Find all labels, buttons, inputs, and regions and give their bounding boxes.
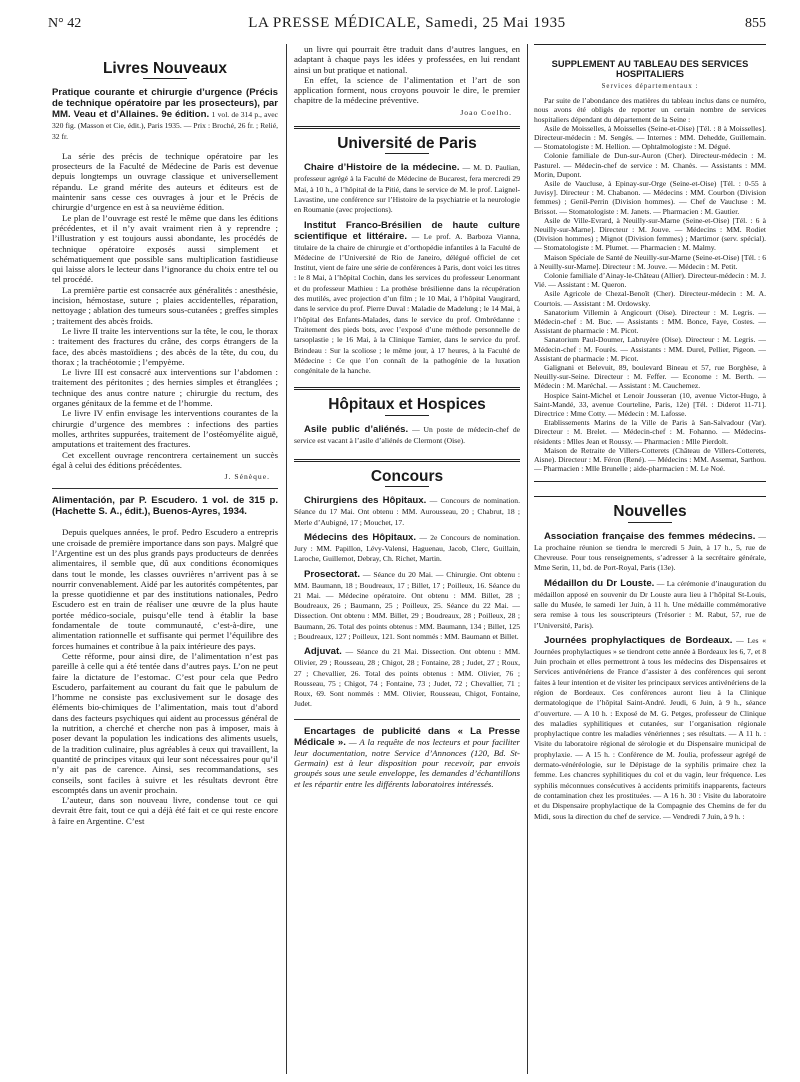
paragraph: Asile Agricole de Chezal-Benoît (Cher). Directeur-médecin : M. A. Courtois. — Assistant : M. Ordowsky. — [534, 289, 766, 308]
notice-text: — La prochaine réunion se tiendra le mercredi 5 Juin, à 17 h., 5, rue de Chevreuse. Pour tous renseignements, s’adresser à la secrétaire générale, Mme Serin, 11, bd. de Port-Royal, Paris (13e). — [534, 531, 766, 573]
notice-text: — Séance du 21 Mai. Dissection. Ont obtenu : MM. Olivier, 29 ; Rousseau, 28 ; Chigot, 28 ; Fontaine, 28 ; Judet, 27 ; Roux, 27 ; Chevallier, 26. Total des points obtenus : MM. Olivier, 76 ; Rousseau, 75 ; Chigot, 74 ; Fontaine, 73 ; Judet, 72 ; Chevallier, 71 ; Roux, 69. Sont nommés : MM. Olivier, Rousseau, Chigot, Fontaine, Judet. — [294, 647, 520, 709]
notice-text: — M. D. Paulian, professeur agrégé à la Faculté de Médecine de Bucarest, fera mercredi 29 Mai, à 10 h., à l’hôpital de la Pitié, dans le service de M. le prof. Laignel-Lavastine, une conférence sur l’Histoire de la psychiatrie et la neurologie en Roumanie (avec projections). — [294, 163, 520, 215]
notice-heading: Médaillon du Dr Louste. — [544, 577, 655, 589]
divider — [294, 719, 520, 720]
paragraph: Hospice Saint-Michel et Lenoir Jousseran (10, avenue Victor-Hugo, à Saint-Mandé, 33, avenue Courteline, Paris, 12e) [Tél. : Diderot 11-71]. Directrice : Mme Cotty. — Médecin : M. Lafosse. — [534, 390, 766, 419]
notice-heading: Association française des femmes médecins. — [544, 530, 756, 542]
notice-item — [534, 578, 766, 630]
notice-heading: Asile public d’aliénés. — [304, 423, 409, 435]
supplement-box — [534, 44, 766, 482]
notice-heading: Journées prophylactiques de Bordeaux. — [544, 634, 733, 646]
continued-text — [294, 44, 520, 106]
encart-notice — [294, 726, 520, 789]
notice-heading: Chaire d’Histoire de la médecine. — [304, 162, 460, 174]
paragraph: Maison de Retraite de Villers-Cotterets (Château de Villers-Cotterets, Aisne). Directeur : M. Féron (René). — Médecins : MM. Assemat, Sarthou. — Pharmacien : Mlle Brunelle ; aide-pharmacien : M. Le Noé. — [534, 445, 766, 474]
notice-heading: Chirurgiens des Hôpitaux. — [304, 495, 427, 507]
paragraph: L’auteur, dans son nouveau livre, condense tout ce qui devrait être fait, tout ce qui a déjà été fait et ce qui reste encore à faire en Argentine. C’est — [52, 795, 278, 826]
paragraph: Le livre II traite les interventions sur la tête, le cou, le thorax : traitement des fractures du crâne, des corps étrangers de la face, des abcès mastoïdiens ; des abcès de la tête, du cou, du thorax ; la trachéotomie ; l’empyème. — [52, 325, 278, 367]
supplement-body — [534, 96, 766, 473]
notice-item — [294, 424, 520, 445]
divider — [52, 488, 278, 489]
page-number: 855 — [745, 16, 766, 31]
notice-text: — Un poste de médecin-chef de service est vacant à l’asile d’aliénés de Clermont (Oise). — [294, 424, 520, 445]
notice-item — [294, 162, 520, 214]
book-review-body — [52, 151, 278, 470]
notice-heading: Prosectorat. — [304, 568, 360, 580]
book-details: 1 vol. de 314 p., avec 320 fig. (Masson et Cie, édit.), Paris 1935. — Prix : Broché, 26 fr. ; Relié, 32 fr. — [52, 110, 278, 141]
title-underline — [385, 486, 429, 487]
paragraph: En effet, la science de l’alimentation et l’art de son application forment, nous croyons pouvoir le dire, le premier chapitre de la médecine préventive. — [294, 74, 520, 106]
notice-item — [294, 532, 520, 564]
paragraph: Galignani et Belevuit, 89, boulevard Bineau et 57, rue Borghèse, à Neuilly-sur-Seine. Directeur : M. Feffer. — Econome : M. Berth. — Médecin : M. Maréchal. — Assistant : M. Cauchemez. — [534, 363, 766, 391]
book-review — [52, 495, 278, 517]
notice-heading: Adjuvat. — [304, 646, 342, 658]
paragraph: un livre qui pourrait être traduit dans d’autres langues, en adaptant à chaque pays les idées y professées, en lui rendant ainsi un but pratique et national. — [294, 44, 520, 75]
book-title: Alimentación, par P. Escudero. 1 vol. de 315 p. (Hachette S. A., édit.), Buenos-Ayres, 1934. — [52, 495, 278, 518]
column-divider — [286, 44, 287, 1074]
news-items — [534, 531, 766, 821]
review-signature: J. Sénèque. — [224, 472, 270, 482]
notice-text: — 2e Concours de nomination. Jury : MM. Papillon, Lévy-Valensi, Haguenau, Jacob, Clerc, Guillain, Laroche, Guillemot, Debray, Ch. Richet, Martin. — [294, 532, 520, 564]
notice-text: — Les « Journées prophylactiques » se tiendront cette année à Bordeaux les 6, 7, et 8 Juin prochain et elles permettront à tous les médecins des Dispensaires et Services antivénériens de France d’assister à des conférences qui seront faites à leur intention et de visiter les principaux services antivénériens de la région de Bordeaux. Ces conférences auront lieu à la Clinique dermatologique de l’hôpital Saint-André. Jeudi, 6 Juin, à 9 h., séance d’ouverture. — A 10 h. : Exposé de M. G. Petges, professeur de Clinique des maladies syphilitiques et cutanées, sur l’organisation régionale prophylactique contre les maladies vénériennes ; ses résultats. — A 11 h. : Visite du laboratoire régional de sérologie et du Dispensaire municipal de prophylaxie. — A 15 h. : Conférence de M. Joulia, professeur agrégé de dermato-vénéréologie, sur le Dépistage de la syphilis primaire chez la femme. Les chancres syphilitiques du col et du vagin, leur fréquence. Les syphilis méconnues consécutives à accidents primitifs inapparents, facteurs de contamination chez les prostituées. — A 16 h. 30 : Visite du laboratoire et du Dispensaire prophylactique de la Compagnie des Chemins de fer du Midi, sous la direction du chef de service. — Vendredi 7 Juin, à 9 h. : — [534, 635, 766, 821]
notice-item — [294, 220, 520, 376]
column-middle — [294, 44, 520, 1074]
column-left — [52, 44, 278, 1074]
section-title-nouvelles: Nouvelles — [613, 503, 687, 521]
section-title-universite: Université de Paris — [337, 135, 477, 153]
paragraph: Colonie familiale de Dun-sur-Auron (Cher). Directeur-médecin : M. Pasturel. — Médecin-chef de service : M. Chanès. — Assistants : MM. Morin, Dupont. — [534, 151, 766, 179]
review-signature: Joao Coelho. — [460, 107, 512, 117]
paragraph: Le plan de l’ouvrage est resté le même que dans les éditions précédentes, et il n’y avait vraiment rien à y reprendre ; l’illustration y est toujours aussi abondante, les procédés de technique opératoire exposés aussi simplement et schématiquement que possible sans multiplication fastidieuse qui laisse alors le lecteur dans l’ignorance du choix entre tel ou tel procédé. — [52, 212, 278, 285]
column-right — [534, 44, 766, 1074]
concours-items — [294, 495, 520, 708]
title-underline — [385, 153, 429, 154]
notice-item — [294, 495, 520, 527]
paragraph: Colonie familiale d’Ainay-le-Château (Allier). Directeur-médecin : M. J. Vié. — Assistant : M. Queron. — [534, 270, 766, 290]
supplement-subtitle: Services départementaux : — [601, 82, 699, 90]
paragraph: Sanatorium Paul-Doumer, Labruyère (Oise). Directeur : M. Legris. — Médecin-chef : M. Fourès. — Assistants : MM. Durel, Pellier, Pigeon. — Assistant de pharmacie : M. Picot. — [534, 335, 766, 363]
journal-title: LA PRESSE MÉDICALE, Samedi, 25 Mai 1935 — [248, 15, 566, 31]
paragraph: La première partie est consacrée aux généralités : anesthésie, incision, hémostase, suture ; plaies accidentelles, réparation, nettoyage ; ablation des tumeurs sous-cutanées ; greffes simples ; traitement des abcès froids. — [52, 284, 278, 326]
notice-item — [534, 531, 766, 573]
column-divider — [527, 44, 528, 1074]
notice-heading: Médecins des Hôpitaux. — [304, 531, 417, 543]
notice-item — [294, 646, 520, 708]
section-title-livres: Livres Nouveaux — [102, 60, 228, 77]
paragraph: Cette réforme, pour ainsi dire, de l’alimentation n’est pas pareille à celle qui a été tentée dans d’autres pays. L’on ne peut faire la dictature de l’estomac. C’est pour cela que Pedro Escudero, parfaitement au courant du fait que le pabulum de l’homme ne consiste pas exclusivement sur le dosage des éléments bio-chimiques de l’alimentation, mais tout d’abord dans des facteurs psychiques qui aident au processus général de la nutrition, a cherché et cherche non pas à imposer, mais à poser devant la population les indications des aliments usuels, de la tradition culinaire, plus agréables à ceux qui travaillent, la quantité de principes vitaux qui leur sont nécessaires pour qu’il n’y ait pas de carence. Ainsi, ses recommandations, ses conseils, sont faciles à suivre et les résultats devront être escomptés dans un avenir prochain. — [52, 650, 278, 795]
section-title-hopitaux: Hôpitaux et Hospices — [328, 396, 486, 414]
notice-text: — Séance du 20 Mai. — Chirurgie. Ont obtenu : MM. Baumann, 18 ; Boudreaux, 17 ; Billet, 17 ; Poilleux, 16. Séance du 21 Mai. — Médecine opératoire. Ont obtenu : MM. Billet, 28 ; Boudreaux, 26 ; Baumann, 25 ; Poilleux, 25. Séance du 22 Mai. — Dissection. Ont obtenu : MM. Billet, 29 ; Boudreaux, 28 ; Poilleux, 28 ; Baumann, 26. Total des points obtenus : MM. Baumann, 134 ; Billet, 125 ; Boudreaux, 127 ; Poilleux, 121. Sont nommés : MM. Baumann et Billet. — [294, 569, 520, 641]
paragraph: Asile de Ville-Evrard, à Neuilly-sur-Marne (Seine-et-Oise) [Tél. : 6 à Neuilly-sur-Marne]. Directeur : M. Jouve. — Médecins : MM. Rodiet (Division hommes) ; Mignot (Division femmes) ; Martimor (serv. spécial). — Stomatologiste : M. Plumet. — Pharmacien : M. Malmy. — [534, 215, 766, 253]
encart-text: — A la requête de nos lecteurs et pour faciliter leur documentation, notre Service d’Annonces (120, Bd. St-Germain) est à leur disposition pour recevoir, par envois groupés sous une seule enveloppe, les demandes d’échantillons et les répartir entre les différents laboratoires intéressés. — [294, 736, 520, 789]
notice-heading: Institut Franco-Brésilien de haute culture scientifique et littéraire. — [294, 219, 520, 242]
notice-text: — Concours de nomination. Séance du 17 Mai. Ont obtenu : MM. Aurousseau, 20 ; Chabrut, 18 ; Merle d’Aubigné, 17 ; Mouchet, 17. — [294, 496, 520, 527]
paragraph: Cet excellent ouvrage rencontrera certainement un succès égal à celui des éditions précédentes. — [52, 449, 278, 470]
university-items — [294, 162, 520, 375]
paragraph: Par suite de l’abondance des matières du tableau inclus dans ce numéro, nous avons été obligés de reporter un certain nombre de services hospitaliers dépendant du département de la Seine : — [534, 96, 766, 124]
title-underline — [143, 78, 187, 79]
notice-text: — La cérémonie d’inauguration du médaillon apposé en souvenir du Dr Louste aura lieu à l’hôpital St-Louis, salle du Musée, le samedi 1er Juin, à 11 h. Une médaille commémorative sera remise à tous les souscripteurs (Trésorier : M. Rabut, 57, rue de l’Université, Paris). — [534, 578, 766, 630]
page-header — [48, 14, 766, 36]
encart-heading: Encartages de publicité dans « La Presse Médicale ». — [294, 725, 520, 748]
supplement-title: SUPPLEMENT AU TABLEAU DES SERVICES HOSPITALIERS — [551, 59, 749, 80]
paragraph: Asile de Moisselles, à Moisselles (Seine-et-Oise) [Tél. : 8 à Moisselles]. Directeur-médecin : M. Sengès. — Internes : MM. Dehedde, Guillemain. — Stomatologiste : M. Hellion. — Ophtalmologiste : M. Dégué. — [534, 123, 766, 152]
paragraph: Le livre IV enfin envisage les interventions courantes de la chirurgie d’urgence des membres : infections des parties molles, arthrites suppurées, traitement de l’ostéomyélite aiguë, amputations et traitement des fractures. — [52, 408, 278, 450]
paragraph: Maison Spéciale de Santé de Neuilly-sur-Marne (Seine-et-Oise) [Tél. : 6 à Neuilly-sur-Marne]. Directeur : M. Jouve. — Médecin : M. Petit. — [534, 252, 766, 271]
hospital-items — [294, 424, 520, 445]
issue-number: N° 42 — [48, 16, 82, 31]
paragraph: La série des précis de technique opératoire par les prosecteurs de la Faculté de Médecine de Paris est devenue depuis longtemps un ouvrage classique et universellement répandu. Le grand mérite des auteurs et éditeurs est de maintenir sans cesse ces ouvrages à jour et le Précis de chirurgie d’urgence en est à sa neuvième édition. — [52, 150, 278, 213]
section-title-concours: Concours — [370, 468, 444, 486]
book-review-body — [52, 527, 278, 826]
paragraph: Asile de Vaucluse, à Epinay-sur-Orge (Seine-et-Oise) [Tél. : 0-55 à Juvisy]. Directeur : M. Chabanon. — Médecins : MM. Courbon (Division femmes) ; Genil-Perrin (Division hommes). — Chef de Vaucluse : M. Brissot. — Stomatologiste : M. Janets. — Pharmacien : M. Gautier. — [534, 178, 766, 216]
notice-item — [534, 635, 766, 821]
notice-text: — Le prof. A. Barboza Vianna, titulaire de la chaire de chirurgie et d’orthopédie infantiles à la Faculté de Médecine de l’Université de Rio de Janeiro, délégué officiel de cet Institut, vient de faire une série de conférences à Paris, dont voici les titres : le 8 Mai, à l’hôpital Cochin, dans les services du professeur Lenormant et du professeur Mathieu : La prothèse brésilienne dans la récupération des mutilés, avec projection d’un film ; le 10 Mai, à l’hôpital Vaugirard, dans le service du prof. Pierre Duval : Maladie de Madelung ; le 14 Mai, à l’hôpital des Enfants-Malades, dans le service du prof. Ombrédanne : Traitement des pieds bots, avec l’exposé d’une méthode personnelle de tarsoplastie ; le 16 Mai, à la Clinique Tarnier, dans le service du prof. Brindeau : Sur la scoliose ; le même jour, à 17 heures, à la Faculté de Médecine : Ce que l’on connaît de la pathogénie de la luxation congénitale de la hanche. — [294, 231, 520, 376]
paragraph: Depuis quelques années, le prof. Pedro Escudero a entrepris une croisade de première importance dans son pays. Malgré que l’Argentine est un des plus grands pays producteurs de denrées alimentaires, il semble que, dû aux conditions économiques dans tout le monde, les classes ouvrières n’arrivent pas à se nourrir convenablement. Aidé par les autorités compétentes, par la presse quotidienne et par des institutions nationales, Pedro Escudero est en train de réaliser une œuvre de la plus haute portée médico-sociale, puisqu’elle tend à établir la base fondamentale de toute communauté, c’est-à-dire, une alimentation rationnelle et suffisante qui permet l’équilibre des forces humaines et contribue à la paix intérieure des pays. — [52, 527, 278, 651]
title-underline — [385, 415, 429, 416]
paragraph: Le livre III est consacré aux interventions sur l’abdomen : traitement des péritonites ; des hernies simples et étranglées ; technique des anus contre nature ; chirurgie du rectum, des organes génitaux de la femme et de l’homme. — [52, 367, 278, 409]
title-underline — [628, 522, 672, 523]
book-review — [52, 87, 278, 141]
book-title: Pratique courante et chirurgie d’urgence (Précis de technique opératoire par les prosecteurs), par MM. Veau et d’Allaines. 9e édition. — [52, 87, 278, 121]
paragraph: Sanatorium Villemin à Angicourt (Oise). Directeur : M. Legris. — Médecin-chef : M. Buc. — Assistants : MM. Bonce, Faye, Costes. — Assistant de pharmacie : M. Picot. — [534, 307, 766, 336]
paragraph: Etablissements Marins de la Ville de Paris à San-Salvadour (Var). Directeur : M. Brelet. — Médecin-chef : M. Fohanno. — Médecins-résidents : Mlles Jean et Roussy. — Pharmacien : Mlle Pierdolt. — [534, 418, 766, 446]
notice-item — [294, 569, 520, 642]
